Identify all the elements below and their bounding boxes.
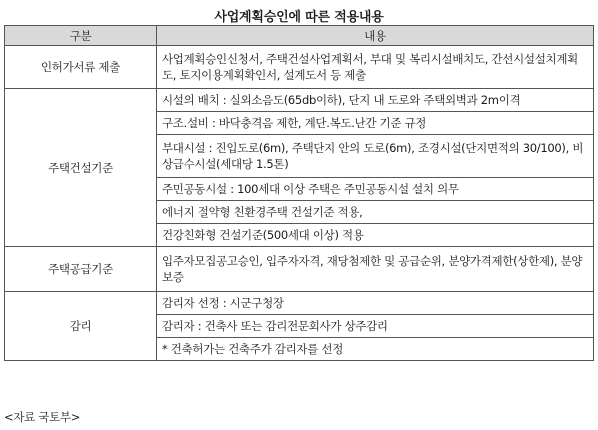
content-cell: 주민공동시설 : 100세대 이상 주택은 주민공동시설 설치 의무 xyxy=(157,178,594,201)
content-cell: 에너지 절약형 친환경주택 건설기준 적용, xyxy=(157,201,594,224)
content-cell: 입주자모집공고승인, 입주자자격, 재당첨제한 및 공급순위, 분양가격제한(상한제), 분양보증 xyxy=(157,247,594,292)
table-row xyxy=(5,89,594,112)
content-cell: 감리자 선정 : 시군구청장 xyxy=(157,292,594,315)
content-cell: 구조.설비 : 바닥충격음 제한, 계단.복도.난간 기준 규정 xyxy=(157,112,594,135)
category-supervision: 감리 xyxy=(5,292,157,361)
table-row xyxy=(5,292,594,315)
table-row xyxy=(5,46,594,89)
header-row xyxy=(5,26,594,46)
table-title: 사업계획승인에 따른 적용내용 xyxy=(214,10,384,25)
category-housing-supply-standards: 주택공급기준 xyxy=(5,247,157,292)
source-note: <자료 국토부> xyxy=(4,410,81,424)
category-permit-documents: 인허가서류 제출 xyxy=(5,46,157,89)
content-cell: 시설의 배치 : 실외소음도(65db이하), 단지 내 도로와 주택외벽과 2m이격 xyxy=(157,89,594,112)
content-cell: 사업계획승인신청서, 주택건설사업계획서, 부대 및 복리시설배치도, 간선시설설치계획도, 토지이용계획확인서, 설계도서 등 제출 xyxy=(157,46,594,89)
header-category: 구분 xyxy=(5,26,157,46)
header-content: 내용 xyxy=(157,26,594,46)
content-cell: 감리자 : 건축사 또는 감리전문회사가 상주감리 xyxy=(157,315,594,338)
content-cell: * 건축허가는 건축주가 감리자를 선정 xyxy=(157,338,594,361)
application-table xyxy=(4,25,594,361)
content-cell: 건강친화형 건설기준(500세대 이상) 적용 xyxy=(157,224,594,247)
category-housing-construction-standards: 주택건설기준 xyxy=(5,89,157,247)
table-row xyxy=(5,247,594,292)
content-cell: 부대시설 : 진입도로(6m), 주택단지 안의 도로(6m), 조경시설(단지면적의 30/100), 비상급수시설(세대당 1.5톤) xyxy=(157,135,594,178)
